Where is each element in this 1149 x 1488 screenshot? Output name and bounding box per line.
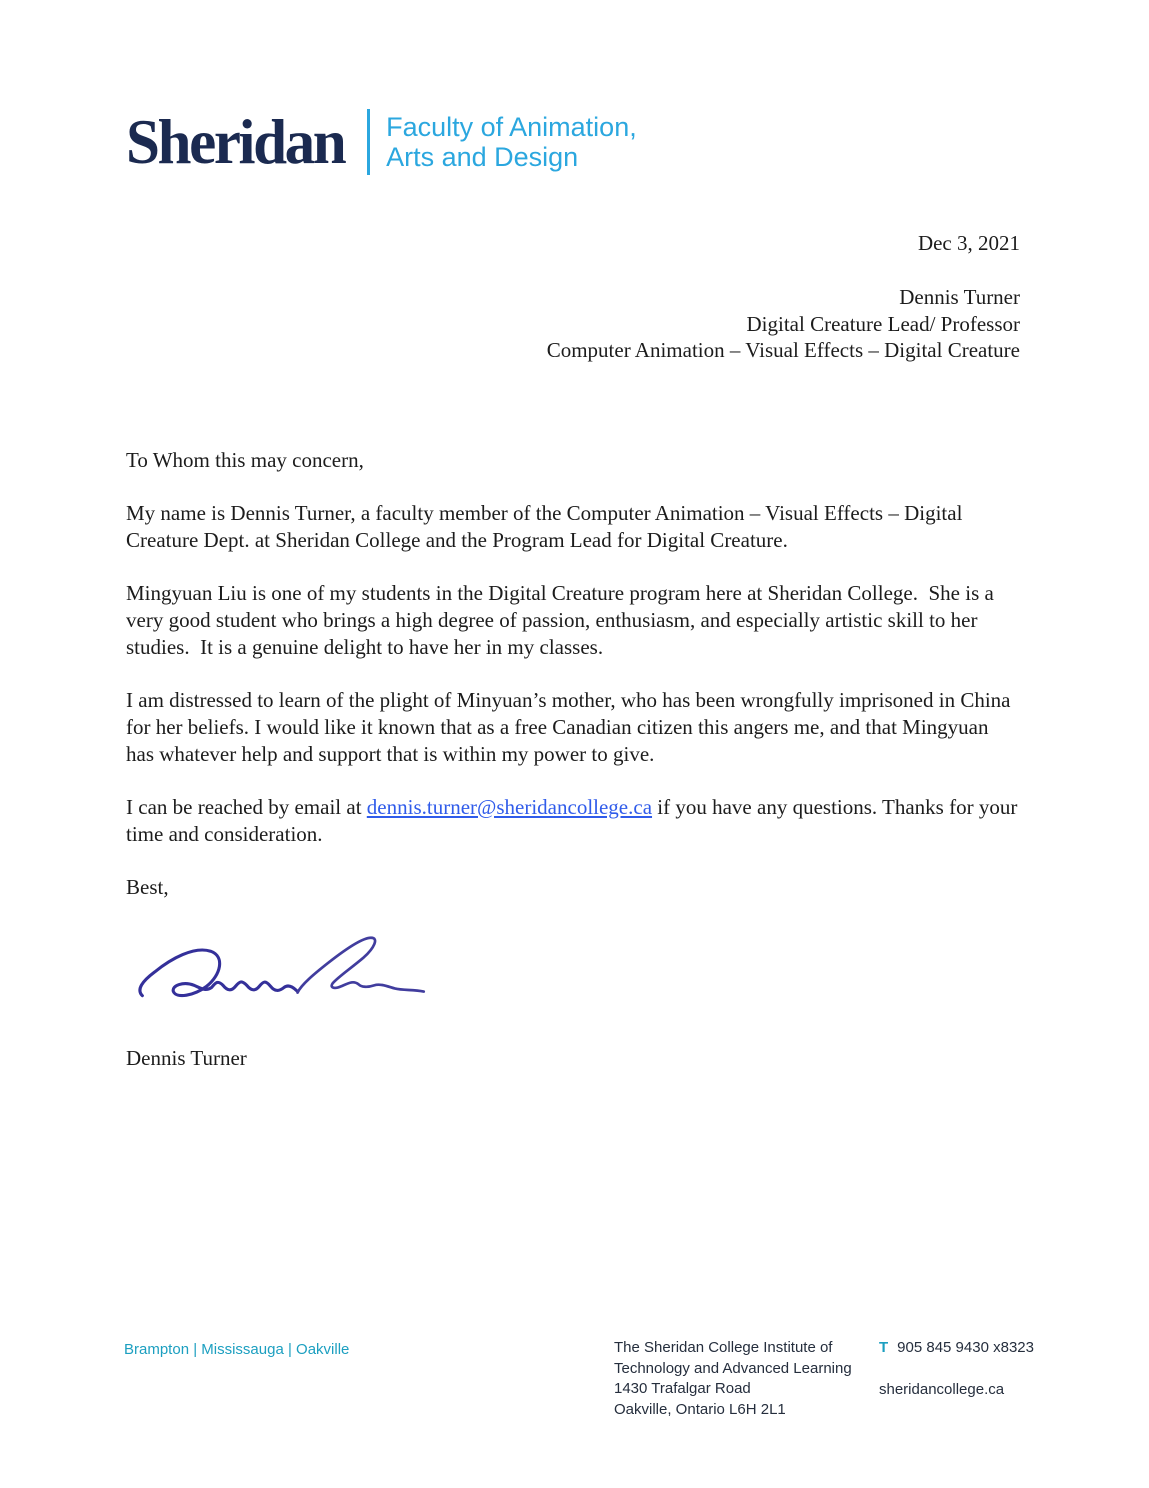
paragraph-intro: My name is Dennis Turner, a faculty member of the Computer Animation – Visual Effects – Digital Creature Dept. at Sheridan College and the Program Lead for Digital Creature.: [126, 500, 968, 552]
sheridan-logo: [126, 100, 1020, 184]
paragraph-student: Mingyuan Liu is one of my students in the Digital Creature program here at Sheridan College. She is a very good student who brings a high degree of passion, enthusiasm, and especially artistic skill to her studies. It is a genuine delight to have her in my classes.: [126, 580, 1000, 659]
signature-stroke-2: [298, 937, 424, 992]
phone-number: 905 845 9430 x8323: [897, 1339, 1034, 1356]
signature-stroke-1: [140, 950, 297, 996]
faculty-line-2: Arts and Design: [386, 142, 579, 172]
sheridan-wordmark: Sheridan: [126, 106, 345, 177]
address-line: Oakville, Ontario L6H 2L1: [614, 1400, 786, 1418]
sender-block: [126, 284, 1020, 364]
logo-divider: [367, 109, 370, 175]
phone-row: [879, 1338, 1099, 1359]
sender-title: Digital Creature Lead/ Professor: [746, 311, 1020, 336]
address-line: Technology and Advanced Learning: [614, 1359, 852, 1377]
contact-text-after: if you have any questions. Thanks for your time and consideration.: [126, 794, 1023, 846]
salutation: To Whom this may concern,: [126, 447, 364, 472]
sender-name: Dennis Turner: [899, 285, 1020, 309]
website: sheridancollege.ca: [879, 1380, 1005, 1398]
email-link[interactable]: dennis.turner@sheridancollege.ca: [366, 794, 653, 819]
contact-text-before: I can be reached by email at: [126, 794, 367, 819]
signature-image: [132, 927, 1020, 1023]
paragraph-support: I am distressed to learn of the plight of Minyuan’s mother, who has been wrongfully imprisoned in China for her beliefs. I would like it known that as a free Canadian citizen this angers me, and that Mingyuan has whatever help and support that is within my power to give.: [126, 687, 1016, 766]
address-line: The Sheridan College Institute of: [614, 1339, 833, 1356]
signed-name: Dennis Turner: [126, 1045, 247, 1070]
faculty-name: [386, 112, 637, 172]
faculty-line-1: Faculty of Animation,: [386, 112, 637, 142]
phone-label: T: [879, 1339, 889, 1356]
footer-campuses: Brampton | Mississauga | Oakville: [124, 1341, 350, 1358]
letter-date: Dec 3, 2021: [917, 231, 1020, 255]
footer-address: [614, 1338, 864, 1420]
closing: Best,: [126, 874, 169, 899]
address-line: 1430 Trafalgar Road: [614, 1380, 751, 1397]
footer-contact: [879, 1338, 1099, 1400]
paragraph-contact: [126, 794, 1023, 848]
sender-department: Computer Animation – Visual Effects – Digital Creature: [546, 338, 1020, 362]
